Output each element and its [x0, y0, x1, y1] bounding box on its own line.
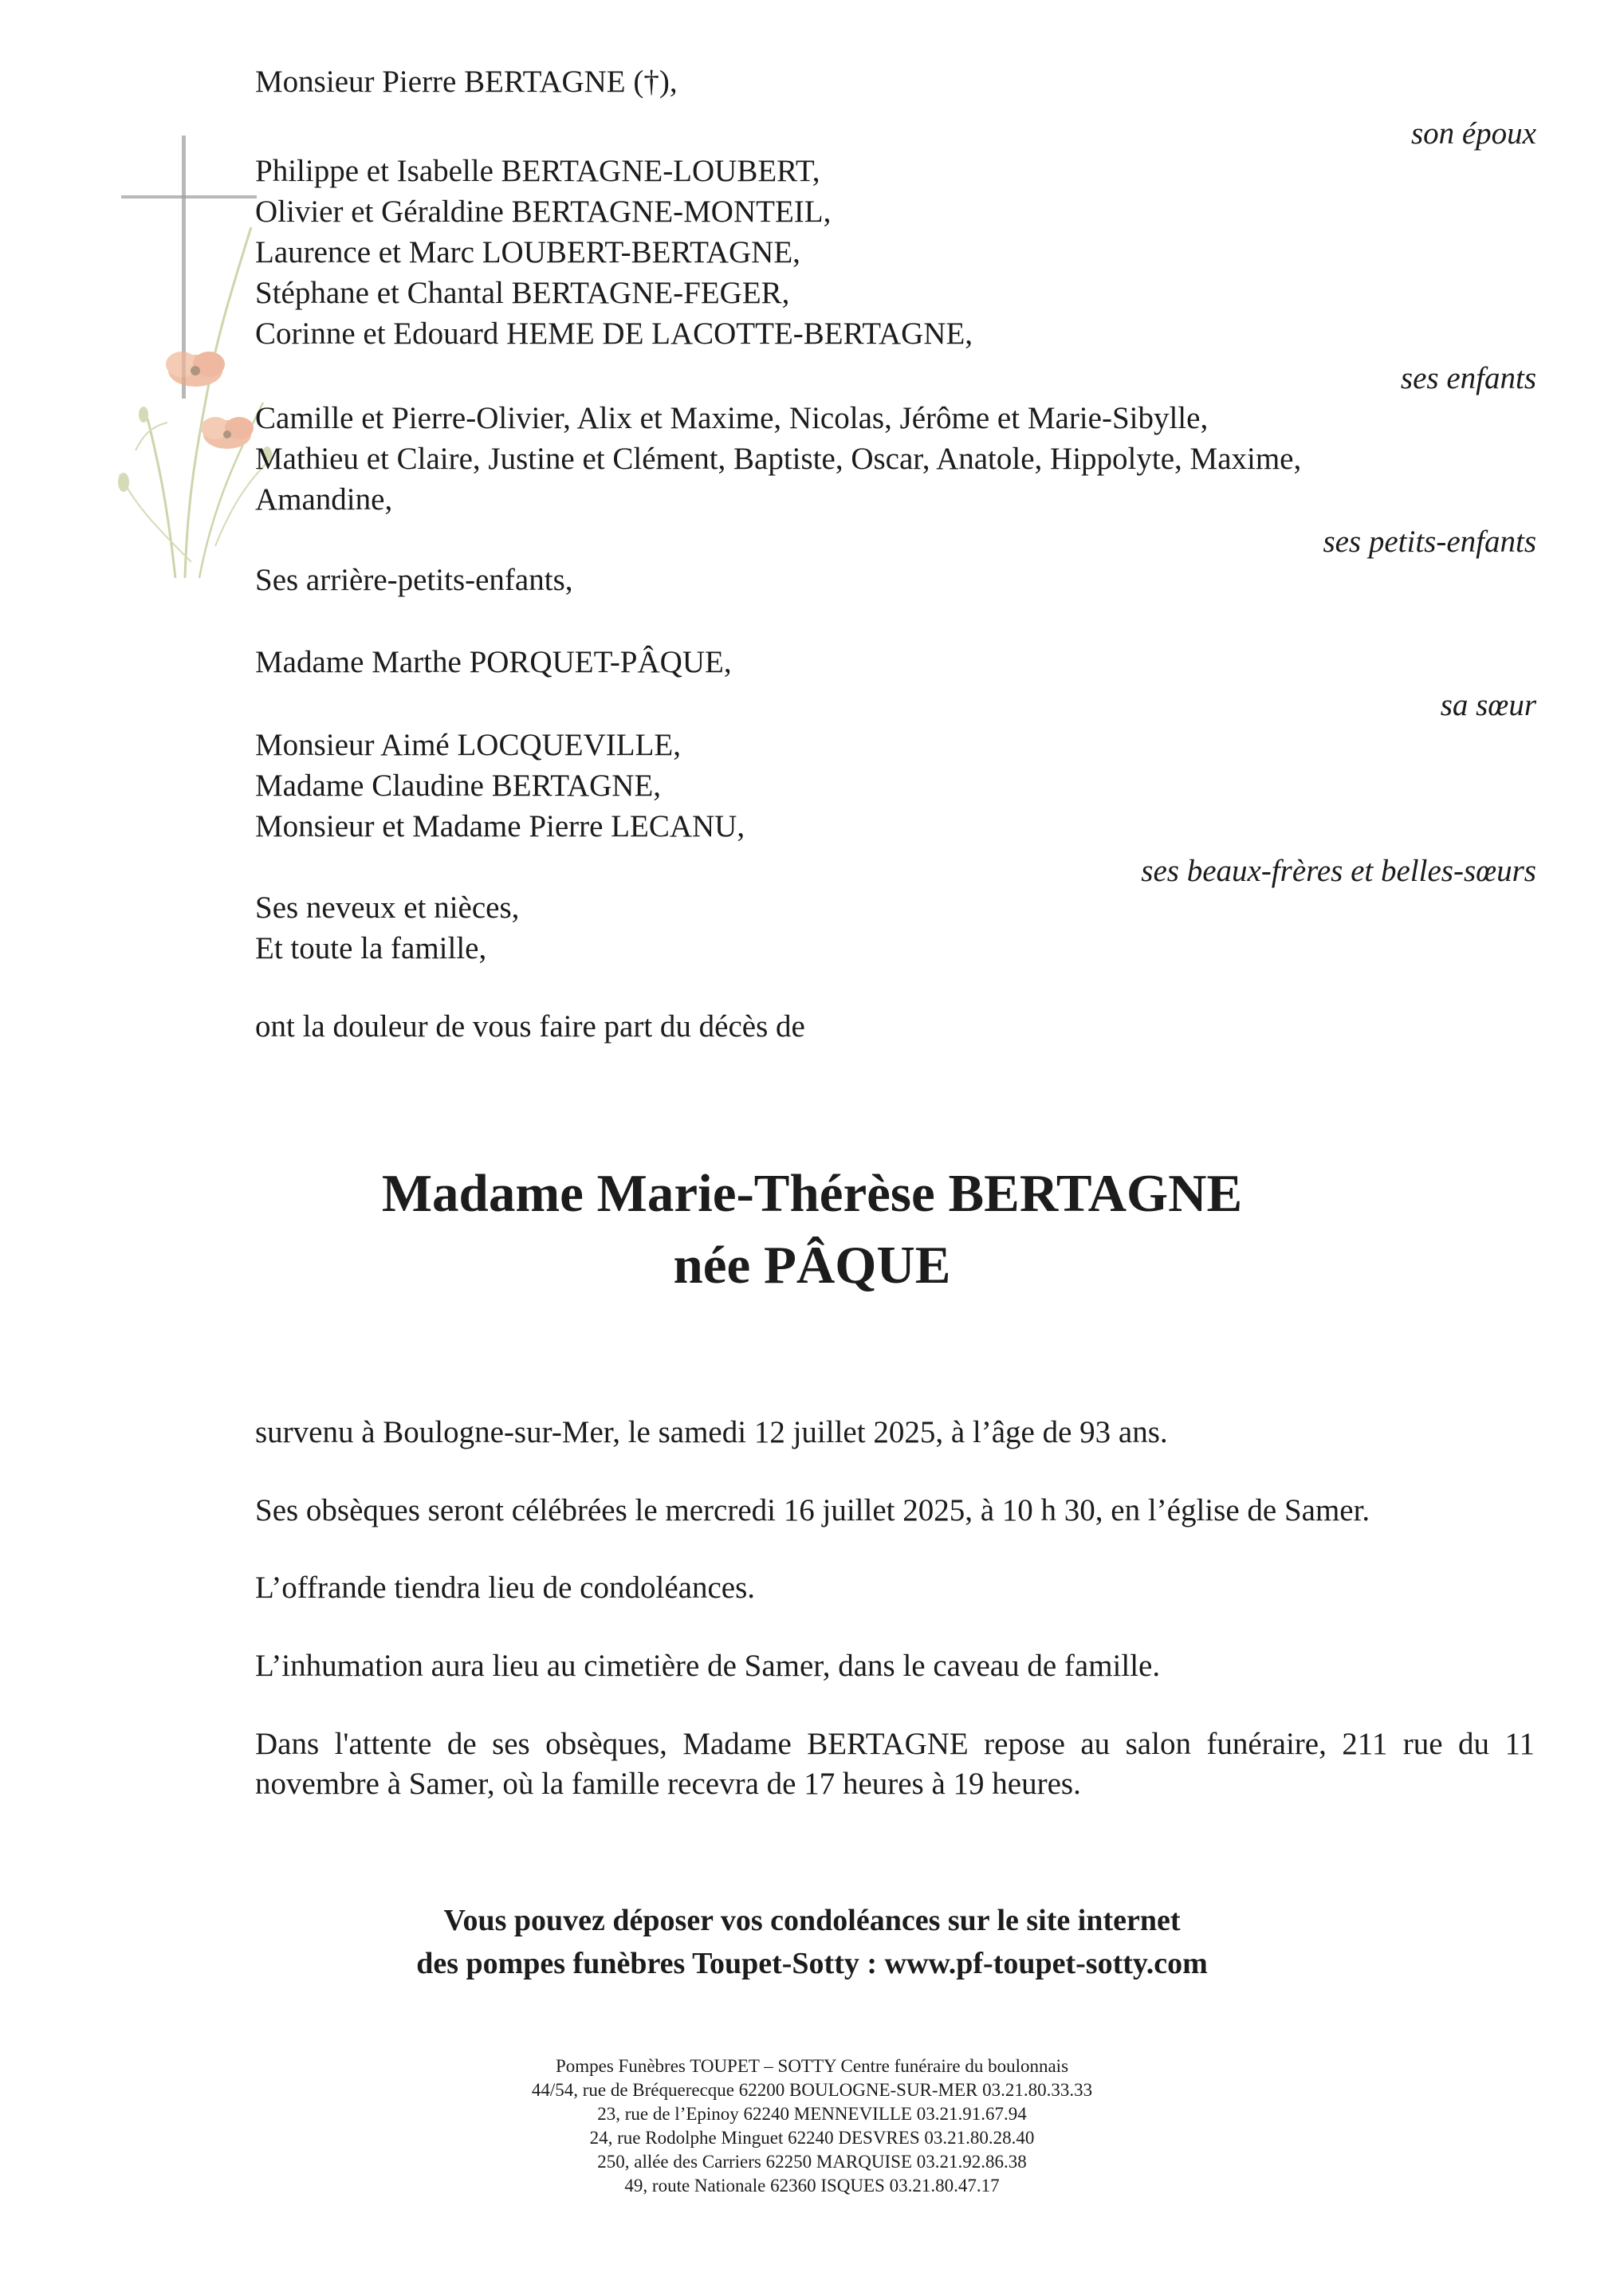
- in-laws-role: ses beaux-frères et belles-sœurs: [1141, 854, 1536, 888]
- in-law-line: Monsieur et Madame Pierre LECANU,: [255, 809, 745, 843]
- child-line: Stéphane et Chantal BERTAGNE-FEGER,: [255, 276, 790, 310]
- great-grandchildren-line: Ses arrière-petits-enfants,: [255, 563, 573, 597]
- burial-details: L’inhumation aura lieu au cimetière de Samer, dans le caveau de famille.: [255, 1649, 1161, 1683]
- grandchildren-line: Camille et Pierre-Olivier, Alix et Maxime, Nicolas, Jérôme et Marie-Sibylle,: [255, 401, 1209, 435]
- relatives-line: Et toute la famille,: [255, 931, 487, 965]
- condolences-line: Vous pouvez déposer vos condoléances sur le site internet: [443, 1904, 1181, 1937]
- grandchildren-line: Mathieu et Claire, Justine et Clément, Baptiste, Oscar, Anatole, Hippolyte, Maxime,: [255, 442, 1302, 476]
- footer-line: 44/54, rue de Bréquerecque 62200 BOULOGNE-SUR-MER 03.21.80.33.33: [531, 2080, 1093, 2100]
- viewing-details: Dans l'attente de ses obsèques, Madame BERTAGNE repose au salon funéraire, 211 rue du 11 novembre à Samer, où la famille recevra de 17 heures à 19 heures.: [255, 1727, 1535, 1801]
- child-line: Olivier et Géraldine BERTAGNE-MONTEIL,: [255, 195, 832, 229]
- offering-note: L’offrande tiendra lieu de condoléances.: [255, 1571, 755, 1605]
- relatives-line: Ses neveux et nièces,: [255, 890, 520, 925]
- child-line: Philippe et Isabelle BERTAGNE-LOUBERT,: [255, 154, 820, 188]
- death-details: survenu à Boulogne-sur-Mer, le samedi 12 juillet 2025, à l’âge de 93 ans.: [255, 1415, 1168, 1449]
- footer-line: Pompes Funèbres TOUPET – SOTTY Centre funéraire du boulonnais: [555, 2056, 1069, 2076]
- in-law-line: Madame Claudine BERTAGNE,: [255, 769, 662, 803]
- in-law-line: Monsieur Aimé LOCQUEVILLE,: [255, 728, 682, 762]
- grandchildren-role: ses petits-enfants: [1323, 525, 1536, 559]
- deceased-maiden-name: née PÂQUE: [673, 1236, 951, 1295]
- funeral-home-footer: [0, 2054, 1624, 2198]
- announcement-line: ont la douleur de vous faire part du décès de: [255, 1009, 805, 1044]
- child-line: Laurence et Marc LOUBERT-BERTAGNE,: [255, 235, 800, 269]
- spouse-line: Monsieur Pierre BERTAGNE (†),: [255, 65, 678, 99]
- poppy-flowers-icon: [118, 227, 272, 578]
- sister-line: Madame Marthe PORQUET-PÂQUE,: [255, 645, 732, 679]
- footer-line: 24, rue Rodolphe Minguet 62240 DESVRES 03.21.80.28.40: [589, 2128, 1035, 2148]
- deceased-name: Madame Marie-Thérèse BERTAGNE: [381, 1164, 1243, 1223]
- footer-line: 49, route Nationale 62360 ISQUES 03.21.80.47.17: [624, 2176, 1000, 2196]
- funeral-details: Ses obsèques seront célébrées le mercredi 16 juillet 2025, à 10 h 30, en l’église de Samer.: [255, 1493, 1370, 1527]
- footer-line: 250, allée des Carriers 62250 MARQUISE 03.21.92.86.38: [597, 2152, 1027, 2172]
- spouse-role: son époux: [1410, 116, 1536, 151]
- condolences-notice: [0, 1899, 1624, 1985]
- grandchildren-line: Amandine,: [255, 482, 393, 517]
- condolences-link[interactable]: des pompes funèbres Toupet-Sotty : www.pf-toupet-sotty.com: [416, 1947, 1208, 1980]
- child-line: Corinne et Edouard HEME DE LACOTTE-BERTAGNE,: [255, 316, 973, 351]
- footer-line: 23, rue de l’Epinoy 62240 MENNEVILLE 03.21.91.67.94: [597, 2104, 1027, 2124]
- children-role: ses enfants: [1400, 361, 1536, 395]
- sister-role: sa sœur: [1440, 688, 1536, 722]
